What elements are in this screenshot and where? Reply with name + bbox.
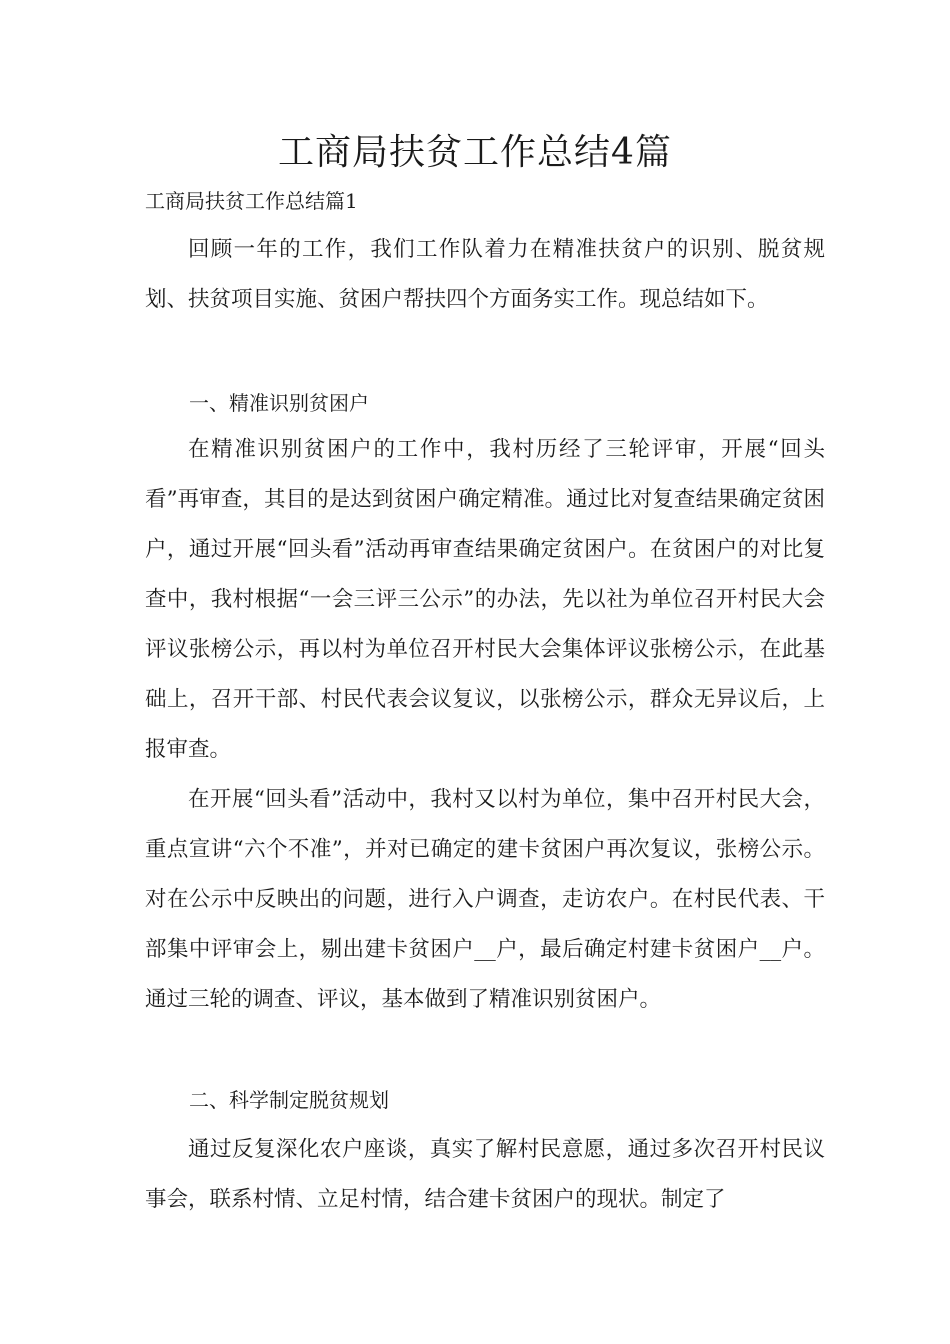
section-heading-1: 一、精准识别贫困户: [189, 391, 369, 415]
document-title: 工商局扶贫工作总结4篇: [278, 132, 672, 173]
section1-paragraph-2: 在开展“回头看”活动中，我村又以村为单位，集中召开村民大会，重点宣讲“六个不准”，并对已确定的建卡贫困户再次复议，张榜公示。对在公示中反映出的问题，进行入户调查，走访农户。在村民代表、干部集中评审会上，剔出建卡贫困户__户，最后确定村建卡贫困户__户。通过三轮的调查、评议，基本做到了精准识别贫困户。: [145, 787, 825, 1012]
document-subtitle: 工商局扶贫工作总结篇1: [145, 189, 358, 213]
intro-paragraph: 回顾一年的工作，我们工作队着力在精准扶贫户的识别、脱贫规划、扶贫项目实施、贫困户帮扶四个方面务实工作。现总结如下。: [145, 237, 825, 312]
section-heading-2: 二、科学制定脱贫规划: [189, 1088, 389, 1112]
section1-paragraph-1: 在精准识别贫困户的工作中，我村历经了三轮评审，开展“回头看”再审查，其目的是达到贫困户确定精准。通过比对复查结果确定贫困户，通过开展“回头看”活动再审查结果确定贫困户。在贫困户的对比复查中，我村根据“一会三评三公示”的办法，先以社为单位召开村民大会评议张榜公示，再以村为单位召开村民大会集体评议张榜公示，在此基础上，召开干部、村民代表会议复议，以张榜公示，群众无异议后，上报审查。: [145, 437, 825, 762]
section2-paragraph-1: 通过反复深化农户座谈，真实了解村民意愿，通过多次召开村民议事会，联系村情、立足村情，结合建卡贫困户的现状。制定了: [145, 1137, 825, 1212]
